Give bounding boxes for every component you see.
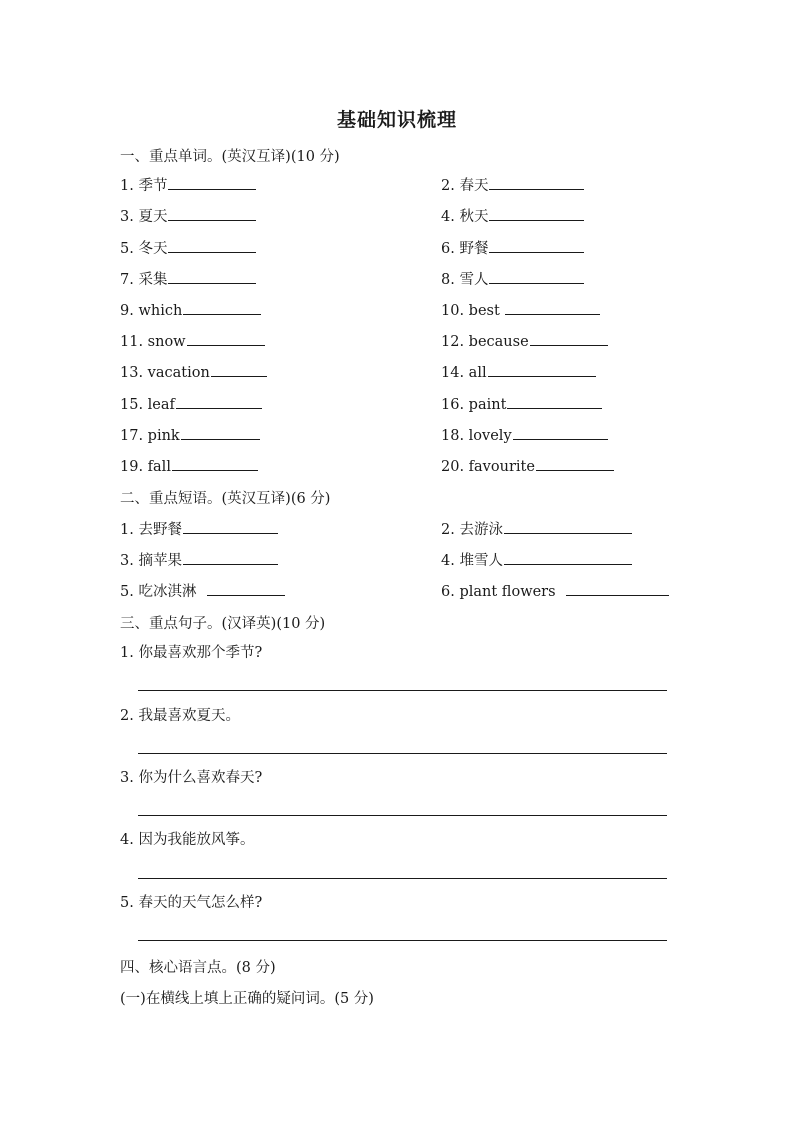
- answer-line[interactable]: [138, 940, 667, 941]
- word-item: 17. pink: [120, 425, 260, 445]
- answer-line[interactable]: [138, 878, 667, 879]
- word-item: 5. 冬天: [120, 238, 256, 258]
- word-item: 3. 夏天: [120, 206, 256, 226]
- answer-blank[interactable]: [187, 331, 265, 346]
- phrase-item: 6. plant flowers: [441, 581, 669, 601]
- page-title: 基础知识梳理: [336, 109, 457, 131]
- phrase-item: 3. 摘苹果: [120, 550, 278, 570]
- word-item: 18. lovely: [441, 425, 608, 445]
- sentence-item: 1. 你最喜欢那个季节?: [120, 645, 263, 661]
- answer-line[interactable]: [138, 753, 667, 754]
- word-item: 10. best: [441, 300, 600, 320]
- answer-blank[interactable]: [513, 425, 608, 440]
- answer-blank[interactable]: [489, 269, 584, 284]
- answer-blank[interactable]: [566, 581, 669, 596]
- answer-blank[interactable]: [489, 238, 584, 253]
- section-2-heading: 二、重点短语。(英汉互译)(6 分): [120, 491, 331, 507]
- word-item: 19. fall: [120, 456, 258, 476]
- word-item: 2. 春天: [441, 175, 584, 195]
- phrase-item: 5. 吃冰淇淋: [120, 581, 285, 601]
- answer-blank[interactable]: [183, 550, 278, 565]
- word-item: 20. favourite: [441, 456, 614, 476]
- answer-blank[interactable]: [507, 394, 602, 409]
- word-item: 13. vacation: [120, 362, 267, 382]
- answer-blank[interactable]: [183, 519, 278, 534]
- phrase-item: 1. 去野餐: [120, 519, 278, 539]
- sentence-item: 2. 我最喜欢夏天。: [120, 708, 240, 724]
- phrase-item: 2. 去游泳: [441, 519, 632, 539]
- answer-blank[interactable]: [489, 206, 584, 221]
- answer-blank[interactable]: [488, 362, 596, 377]
- word-item: 7. 采集: [120, 269, 256, 289]
- section-3-heading: 三、重点句子。(汉译英)(10 分): [120, 616, 326, 632]
- section-1-heading: 一、重点单词。(英汉互译)(10 分): [120, 149, 340, 165]
- word-item: 8. 雪人: [441, 269, 584, 289]
- word-item: 14. all: [441, 362, 596, 382]
- sentence-item: 5. 春天的天气怎么样?: [120, 895, 263, 911]
- section-4-heading: 四、核心语言点。(8 分): [120, 960, 276, 976]
- word-item: 16. paint: [441, 394, 602, 414]
- answer-blank[interactable]: [168, 206, 256, 221]
- answer-blank[interactable]: [181, 425, 260, 440]
- answer-blank[interactable]: [489, 175, 584, 190]
- answer-line[interactable]: [138, 815, 667, 816]
- answer-blank[interactable]: [183, 300, 261, 315]
- word-item: 9. which: [120, 300, 261, 320]
- answer-line[interactable]: [138, 690, 667, 691]
- answer-blank[interactable]: [536, 456, 614, 471]
- word-item: 12. because: [441, 331, 608, 351]
- answer-blank[interactable]: [207, 581, 285, 596]
- answer-blank[interactable]: [168, 175, 256, 190]
- word-item: 6. 野餐: [441, 238, 584, 258]
- word-item: 1. 季节: [120, 175, 256, 195]
- answer-blank[interactable]: [504, 519, 632, 534]
- word-item: 15. leaf: [120, 394, 262, 414]
- phrase-item: 4. 堆雪人: [441, 550, 632, 570]
- answer-blank[interactable]: [505, 300, 600, 315]
- word-item: 4. 秋天: [441, 206, 584, 226]
- answer-blank[interactable]: [172, 456, 258, 471]
- answer-blank[interactable]: [168, 238, 256, 253]
- answer-blank[interactable]: [530, 331, 608, 346]
- answer-blank[interactable]: [176, 394, 262, 409]
- sentence-item: 4. 因为我能放风筝。: [120, 832, 255, 848]
- answer-blank[interactable]: [504, 550, 632, 565]
- sentence-item: 3. 你为什么喜欢春天?: [120, 770, 263, 786]
- word-item: 11. snow: [120, 331, 265, 351]
- answer-blank[interactable]: [211, 362, 267, 377]
- section-4-subheading: (一)在横线上填上正确的疑问词。(5 分): [120, 991, 374, 1007]
- answer-blank[interactable]: [168, 269, 256, 284]
